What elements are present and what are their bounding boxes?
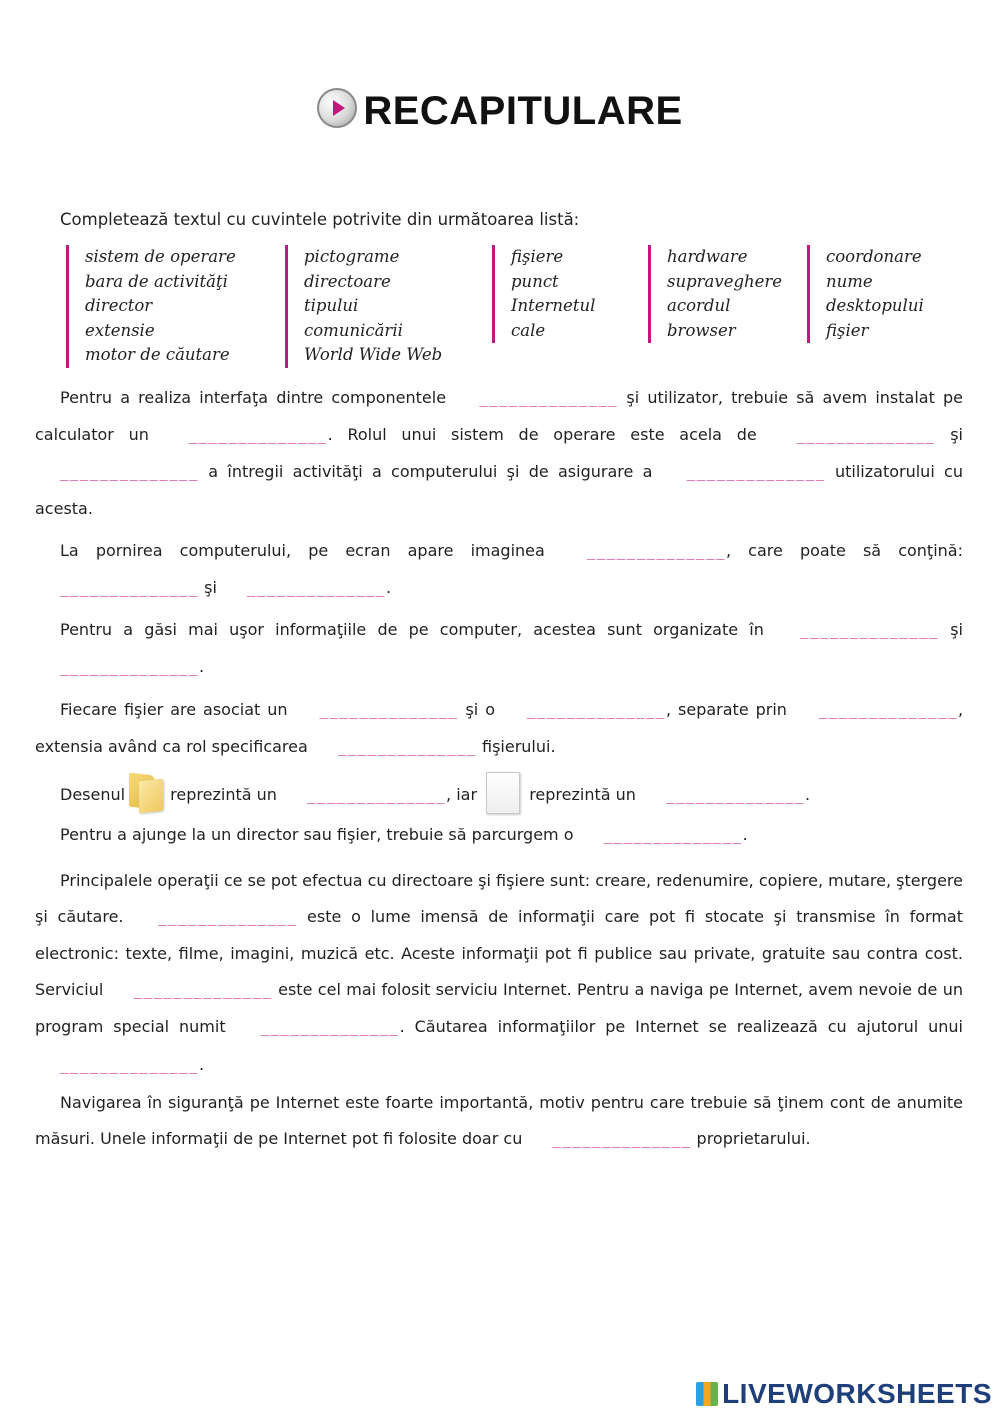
answer-blank[interactable]: ______________ (246, 581, 386, 597)
answer-blank[interactable]: ______________ (158, 909, 298, 926)
word-item: tipului (304, 296, 359, 316)
answer-blank[interactable]: ______________ (800, 623, 940, 639)
answer-blank[interactable]: ______________ (479, 391, 619, 407)
answer-blank[interactable]: ______________ (307, 788, 447, 804)
answer-blank[interactable]: ______________ (188, 428, 328, 444)
paragraph-2: La pornirea computerului, pe ecran apare imaginea ______________, care poate să conţină: ______________ şi ______________. (35, 533, 963, 607)
word-item: extensie (85, 320, 155, 340)
answer-blank[interactable]: ______________ (319, 703, 459, 719)
answer-blank[interactable]: ______________ (337, 740, 477, 756)
liveworksheets-logo: LIVEWORKSHEETS (696, 1378, 992, 1410)
paragraph-6: Pentru a ajunge la un director sau fişier, trebuie să parcurgem o ______________. (35, 820, 963, 851)
answer-blank[interactable]: ______________ (60, 1057, 200, 1074)
word-item: comunicării (304, 320, 403, 340)
word-item: Internetul (511, 296, 596, 316)
word-item: supraveghere (667, 271, 783, 291)
answer-blank[interactable]: ______________ (686, 465, 826, 481)
answer-blank[interactable]: ______________ (586, 544, 726, 560)
word-column-2 (285, 245, 442, 368)
word-item: cale (511, 320, 546, 340)
word-item: World Wide Web (304, 345, 443, 365)
play-icon (317, 88, 357, 128)
answer-blank[interactable]: ______________ (60, 660, 200, 676)
liveworksheets-logo-icon (696, 1382, 718, 1406)
answer-blank[interactable]: ______________ (552, 1132, 692, 1148)
folder-icon (125, 770, 165, 814)
paragraph-8: Navigarea în siguranţă pe Internet este foarte importantă, motiv pentru care trebuie să ţinem cont de anumite măsuri. Unele informaţii de pe Internet pot fi folosite doar cu ______________ proprietarului. (35, 1085, 963, 1158)
answer-blank[interactable]: ______________ (666, 788, 806, 804)
word-item: directoare (304, 271, 391, 291)
answer-blank[interactable]: ______________ (526, 703, 666, 719)
paragraph-5: Desenul reprezintă un ______________, iar reprezintă un ______________. (35, 770, 963, 814)
word-item: acordul (667, 296, 731, 316)
answer-blank[interactable]: ______________ (60, 581, 200, 597)
answer-blank[interactable]: ______________ (818, 703, 958, 719)
word-item: fişiere (511, 247, 564, 266)
word-column-3 (492, 245, 595, 343)
word-item: nume (826, 271, 873, 291)
word-item: desktopului (826, 296, 924, 316)
word-item: sistem de operare (85, 247, 236, 266)
word-column-1 (66, 245, 236, 368)
word-item: bara de activităţi (85, 271, 228, 291)
word-item: director (85, 296, 153, 316)
word-item: coordonare (826, 247, 922, 266)
file-icon (486, 772, 520, 814)
word-item: punct (511, 271, 559, 291)
paragraph-3: Pentru a găsi mai uşor informaţiile de pe computer, acestea sunt organizate în ______________ şi ______________. (35, 612, 963, 686)
word-item: fişier (826, 320, 869, 340)
paragraph-7: Principalele operaţii ce se pot efectua cu directoare şi fişiere sunt: creare, redenumire, copiere, mutare, ştergere şi căutare. ______________ este o lume imensă de informaţii care pot fi stocate şi transmise în format electronic: texte, filme, imagini, muzică etc. Aceste informaţii pot fi publice sau private, gratuite sau contra cost. Serviciul ______________ este cel mai folosit serviciu Internet. Pentru a naviga pe Internet, avem nevoie de un program special numit ______________. Căutarea informaţiilor pe Internet se realizează cu ajutorul unui ______________. (35, 863, 963, 1084)
answer-blank[interactable]: ______________ (133, 982, 273, 999)
word-column-4 (648, 245, 782, 343)
word-column-5 (807, 245, 924, 343)
page-title: RECAPITULARE (0, 88, 1000, 134)
answer-blank[interactable]: ______________ (603, 828, 743, 844)
answer-blank[interactable]: ______________ (796, 428, 936, 444)
paragraph-1: Pentru a realiza interfaţa dintre componentele ______________ şi utilizator, trebuie să avem instalat pe calculator un ______________. Rolul unui sistem de operare este acela de ______________ şi ______________ a întregii activităţi a computerului şi de asigurare a ______________ utilizatorului cu acesta. (35, 380, 963, 526)
paragraph-4: Fiecare fişier are asociat un ______________ şi o ______________, separate prin ______________, extensia având ca rol specificarea ______________ fişierului. (35, 692, 963, 766)
word-item: browser (667, 320, 736, 340)
word-item: motor de căutare (85, 345, 230, 365)
instruction-text: Completează textul cu cuvintele potrivite din următoarea listă: (60, 210, 580, 229)
word-item: hardware (667, 247, 748, 266)
answer-blank[interactable]: ______________ (260, 1020, 400, 1036)
word-item: pictograme (304, 247, 400, 266)
answer-blank[interactable]: ______________ (60, 465, 200, 481)
